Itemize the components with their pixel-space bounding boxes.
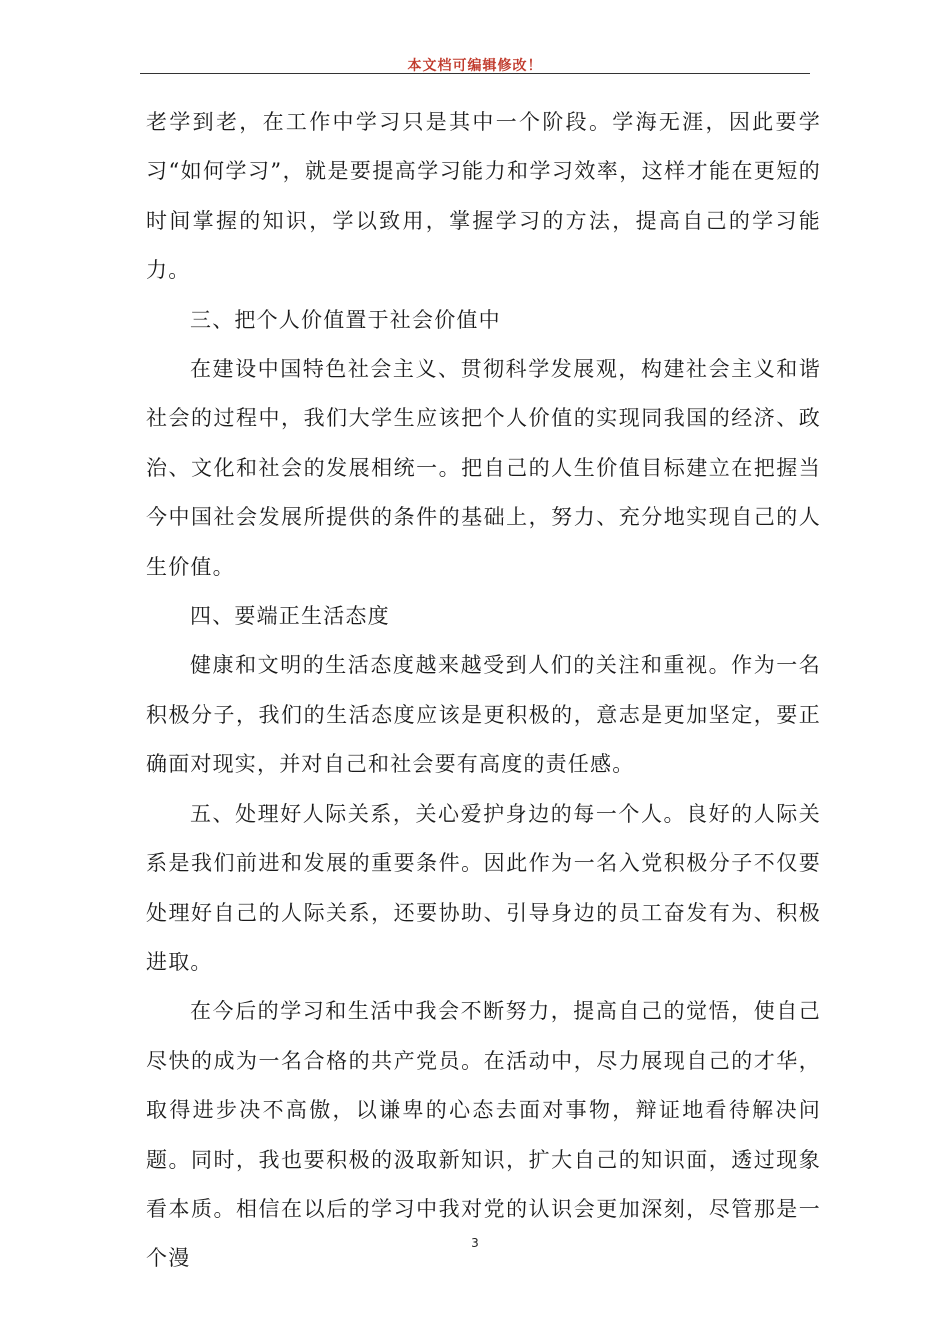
editable-document-notice: 本文档可编辑修改！	[407, 58, 543, 74]
paragraph: 老学到老，在工作中学习只是其中一个阶段。学海无涯，因此要学习“如何学习”，就是要提高学习能力和学习效率，这样才能在更短的时间掌握的知识，学以致用，掌握学习的方法，提高自己的学习能力。	[146, 110, 821, 283]
section-heading: 三、把个人价值置于社会价值中	[190, 307, 501, 332]
paragraph: 五、处理好人际关系，关心爱护身边的每一个人。良好的人际关系是我们前进和发展的重要条件。因此作为一名入党积极分子不仅要处理好自己的人际关系，还要协助、引导身边的员工奋发有为、积极进取。	[146, 801, 821, 974]
header-divider	[140, 73, 810, 74]
paragraph: 在今后的学习和生活中我会不断努力，提高自己的觉悟，使自己尽快的成为一名合格的共产党员。在活动中，尽力展现自己的才华，取得进步决不高傲，以谦卑的心态去面对事物，辩证地看待解决问题。同时，我也要积极的汲取新知识，扩大自己的知识面，透过现象看本质。相信在以后的学习中我对党的认识会更加深刻，尽管那是一个漫	[146, 999, 821, 1271]
section-heading: 四、要端正生活态度	[190, 604, 390, 629]
document-body	[146, 98, 821, 1284]
page-number: 3	[471, 1236, 479, 1250]
paragraph: 健康和文明的生活态度越来越受到人们的关注和重视。作为一名积极分子，我们的生活态度应该是更积极的，意志是更加坚定，要正确面对现实，并对自己和社会要有高度的责任感。	[146, 653, 821, 777]
paragraph: 在建设中国特色社会主义、贯彻科学发展观，构建社会主义和谐社会的过程中，我们大学生应该把个人价值的实现同我国的经济、政治、文化和社会的发展相统一。把自己的人生价值目标建立在把握当今中国社会发展所提供的条件的基础上，努力、充分地实现自己的人生价值。	[146, 357, 821, 579]
